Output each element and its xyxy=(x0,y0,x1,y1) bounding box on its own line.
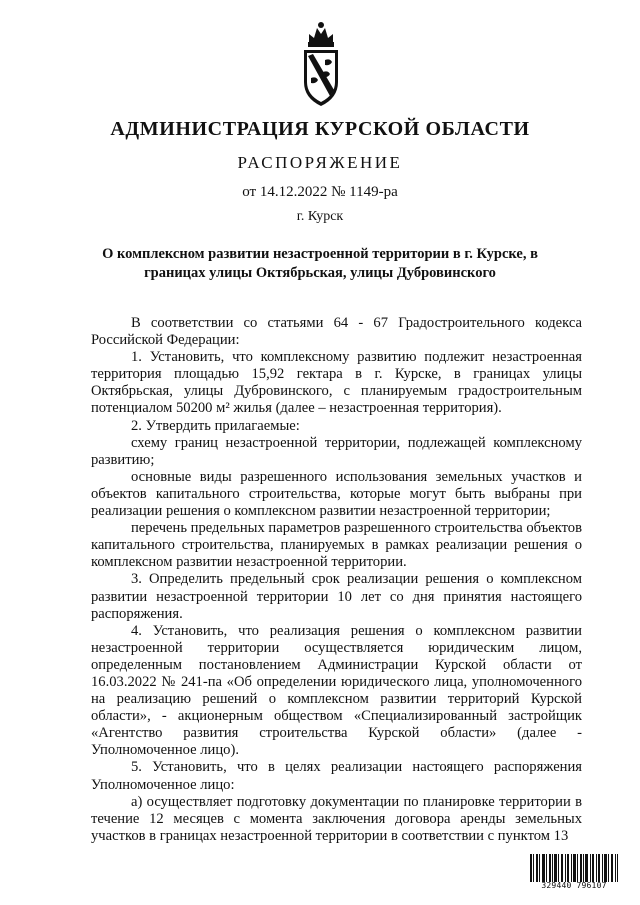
body-paragraph: 1. Установить, что комплексному развитию подлежит незастроенная территория площадью 15,92 гектара в г. Курске, в границах улицы Октябрьская, улицы Дубровинского, с планируемым градостроительным потенциалом 50200 м² жилья (далее – незастроенная территория). xyxy=(91,349,582,417)
barcode-icon xyxy=(530,854,618,882)
body-paragraph: основные виды разрешенного использования земельных участков и объектов капитального строительства, которые могут быть выбраны при реализации решения о комплексном развитии незастроенной территории; xyxy=(91,468,582,520)
document-type: РАСПОРЯЖЕНИЕ xyxy=(237,153,403,172)
document-number: от 14.12.2022 № 1149-ра xyxy=(242,184,398,200)
barcode-number: 329440 796107 xyxy=(541,881,607,890)
body-paragraph: схему границ незастроенной территории, подлежащей комплексному развитию; xyxy=(91,434,582,468)
kursk-coat-of-arms-icon xyxy=(299,20,343,112)
body-paragraph: 5. Установить, что в целях реализации настоящего распоряжения Уполномоченное лицо: xyxy=(91,759,582,793)
barcode xyxy=(530,854,618,892)
document-body xyxy=(91,315,582,845)
document-city: г. Курск xyxy=(296,209,344,224)
document-title: О комплексном развитии незастроенной территории в г. Курске, в границах улицы Октябрьская, улицы Дубровинского xyxy=(102,246,538,281)
body-paragraph: 3. Определить предельный срок реализации решения о комплексном развитии незастроенной территории 10 лет со дня принятия настоящего распоряжения. xyxy=(91,571,582,622)
body-paragraph: 2. Утвердить прилагаемые: xyxy=(131,417,300,434)
body-paragraph: В соответствии со статьями 64 - 67 Градостроительного кодекса Российской Федерации: xyxy=(91,315,582,349)
organization-name: АДМИНИСТРАЦИЯ КУРСКОЙ ОБЛАСТИ xyxy=(110,118,530,140)
body-paragraph: 4. Установить, что реализация решения о комплексном развитии незастроенной территории осуществляется юридическим лицом, определенным постановлением Администрации Курской области от 16.03.2022 № 241-па «Об определении юридического лица, уполномоченного на реализацию решений о комплексном развитии территорий Курской области», - акционерным обществом «Специализированный застройщик «Агентство развития строительства Курской области» (далее - Уполномоченное лицо). xyxy=(91,622,582,759)
body-paragraph: а) осуществляет подготовку документации по планировке территории в течение 12 месяцев с момента заключения договора аренды земельных участков в границах незастроенной территории в соответствии с пунктом 13 xyxy=(91,793,582,844)
body-paragraph: перечень предельных параметров разрешенного строительства объектов капитального строительства, планируемых в рамках реализации решения о комплексном развитии незастроенной территории. xyxy=(91,520,582,571)
